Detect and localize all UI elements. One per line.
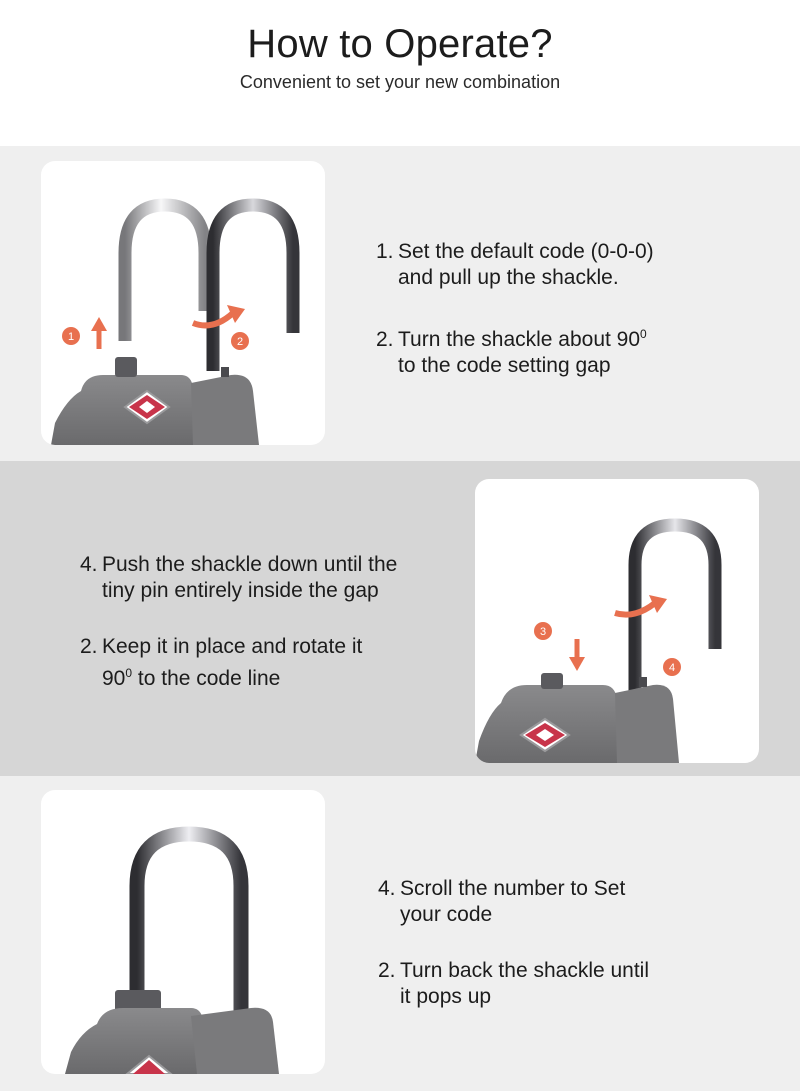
step-item: 1. Set the default code (0-0-0) and pull up the shackle. xyxy=(376,240,654,289)
svg-text:4: 4 xyxy=(668,662,676,674)
steps-list-3 xyxy=(378,876,778,1040)
header xyxy=(0,0,800,146)
page-subtitle: Convenient to set your new combination xyxy=(239,72,561,92)
lock-pull-up-image xyxy=(41,161,325,445)
section-step-1-2 xyxy=(0,146,800,461)
svg-text:2: 2 xyxy=(236,336,244,348)
step-item: 2. Turn the shackle about $90^0$ to the code setting gap xyxy=(376,327,647,377)
step-item: 2. Turn back the shackle until it pops up xyxy=(378,959,650,1008)
step-item: 2. Keep it in place and rotate it $90^0$ to the code line xyxy=(80,635,363,690)
steps-list-1 xyxy=(376,239,776,409)
svg-text:3: 3 xyxy=(539,626,547,638)
section-step-3-4 xyxy=(0,461,800,776)
step-item: 4. Push the shackle down until the tiny pin entirely inside the gap xyxy=(80,553,398,602)
step-item: 4. Scroll the number to Set your code xyxy=(378,877,626,926)
lock-image-card-3 xyxy=(41,790,325,1074)
lock-push-down-image xyxy=(475,479,759,763)
lock-scroll-code-image xyxy=(41,790,325,1074)
lock-image-card-2 xyxy=(475,479,759,763)
svg-text:1: 1 xyxy=(67,331,75,343)
lock-image-card-1 xyxy=(41,161,325,445)
section-step-5-6 xyxy=(0,776,800,1091)
steps-list-2 xyxy=(80,552,460,722)
page-title: How to Operate? xyxy=(247,22,553,66)
